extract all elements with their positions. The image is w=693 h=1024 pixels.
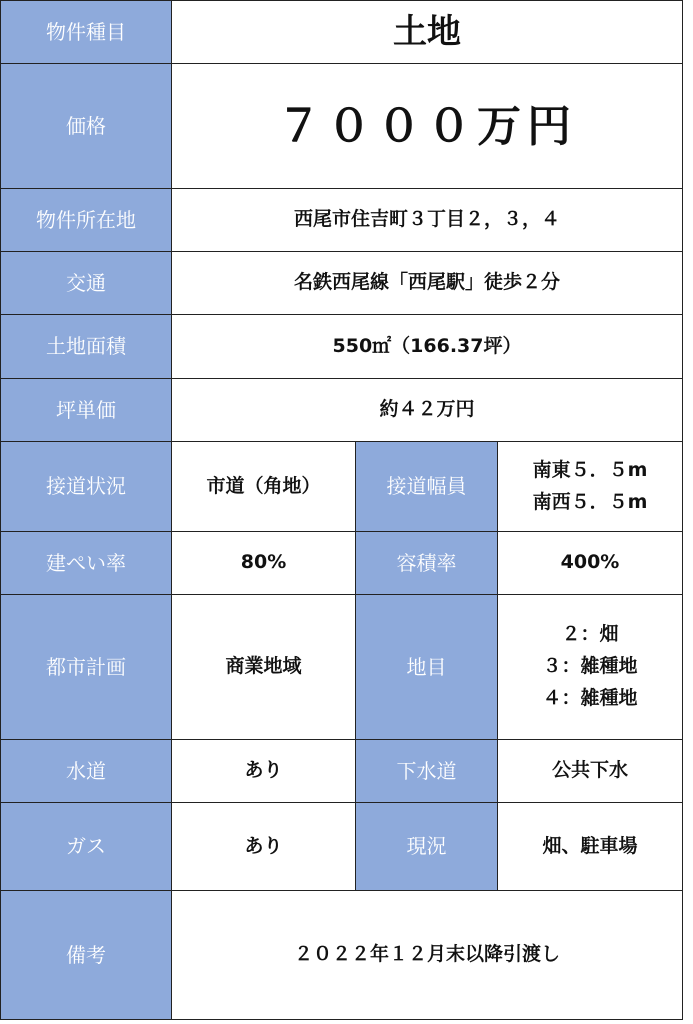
sewer-label: 下水道 bbox=[355, 739, 498, 803]
land-category-value bbox=[497, 594, 683, 740]
road-width-southwest: 南西５．５m bbox=[532, 490, 648, 513]
coverage-ratio-value: 80% bbox=[171, 531, 356, 595]
city-planning-label: 都市計画 bbox=[0, 594, 172, 740]
city-planning-value: 商業地域 bbox=[171, 594, 356, 740]
tsubo-price-label: 坪単価 bbox=[0, 378, 172, 442]
type-value: 土地 bbox=[171, 0, 683, 64]
type-label: 物件種目 bbox=[0, 0, 172, 64]
water-value: あり bbox=[171, 739, 356, 803]
floor-area-ratio-value: 400% bbox=[497, 531, 683, 595]
area-label: 土地面積 bbox=[0, 314, 172, 379]
road-width-southeast: 南東５．５m bbox=[532, 458, 648, 481]
current-status-label: 現況 bbox=[355, 802, 498, 891]
land-category-item: ３：雑種地 bbox=[542, 655, 638, 678]
gas-value: あり bbox=[171, 802, 356, 891]
floor-area-ratio-label: 容積率 bbox=[355, 531, 498, 595]
water-label: 水道 bbox=[0, 739, 172, 803]
coverage-ratio-label: 建ぺい率 bbox=[0, 531, 172, 595]
road-status-value: 市道（角地） bbox=[171, 441, 356, 532]
access-value: 名鉄西尾線「西尾駅」徒歩２分 bbox=[171, 251, 683, 315]
tsubo-price-value: 約４２万円 bbox=[171, 378, 683, 442]
price-label: 価格 bbox=[0, 63, 172, 189]
road-width-value bbox=[497, 441, 683, 532]
notes-label: 備考 bbox=[0, 890, 172, 1020]
gas-label: ガス bbox=[0, 802, 172, 891]
road-width-label: 接道幅員 bbox=[355, 441, 498, 532]
notes-value: ２０２２年１２月末以降引渡し bbox=[171, 890, 683, 1020]
land-category-label: 地目 bbox=[355, 594, 498, 740]
sewer-value: 公共下水 bbox=[497, 739, 683, 803]
land-category-item: ４：雑種地 bbox=[542, 686, 638, 709]
current-status-value: 畑、駐車場 bbox=[497, 802, 683, 891]
road-status-label: 接道状況 bbox=[0, 441, 172, 532]
land-category-item: ２：畑 bbox=[561, 623, 619, 646]
address-value: 西尾市住吉町３丁目２，３，４ bbox=[171, 188, 683, 252]
access-label: 交通 bbox=[0, 251, 172, 315]
address-label: 物件所在地 bbox=[0, 188, 172, 252]
area-value: 550㎡（166.37坪） bbox=[171, 314, 683, 379]
price-value: ７０００万円 bbox=[171, 63, 683, 189]
